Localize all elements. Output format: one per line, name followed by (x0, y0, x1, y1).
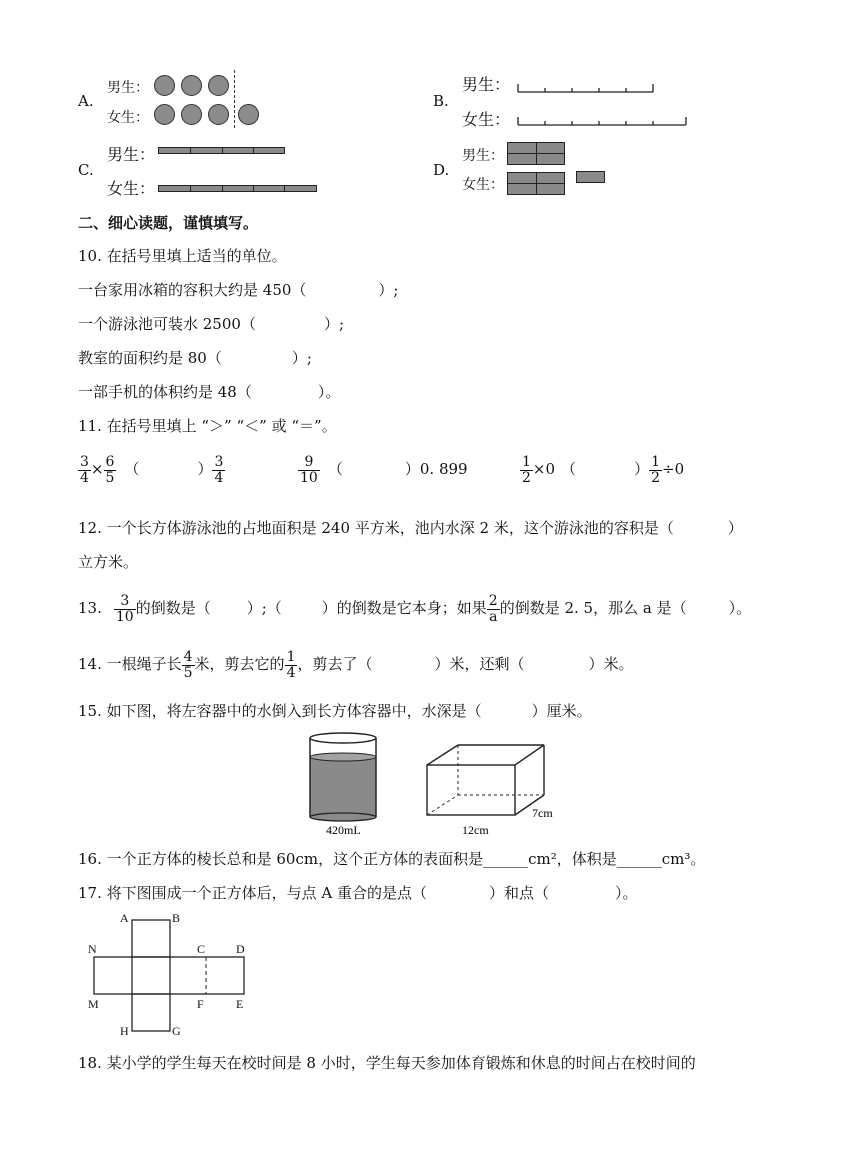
container-figure (300, 728, 570, 840)
fraction: $\frac{1}{2}$ (522, 454, 531, 486)
q15 (78, 700, 592, 721)
q15-text-2: ）厘米。 (531, 702, 592, 720)
q10-line-4-text: 一部手机的体积约是 48（ (78, 383, 252, 401)
q10-line-2 (78, 313, 344, 334)
option-a-girl-label: 女生： (107, 110, 149, 126)
option-a-divider (234, 70, 235, 128)
q12-text: 12. 一个长方体游泳池的占地面积是 240 平方米，池内水深 2 米，这个游泳池的容积是（ (78, 519, 674, 537)
block (507, 153, 537, 165)
q11-title: 11. 在括号里填上 “＞” “＜” 或 “＝”。 (78, 417, 337, 435)
option-d-girl-label: 女生： (462, 177, 504, 193)
fraction: $\frac{1}{2}$ (651, 454, 660, 486)
q18: 18. 某小学的学生每天在校时间是 8 小时，学生每天参加体育锻炼和休息的时间占在校时间的 (78, 1054, 696, 1072)
cylinder-container (310, 733, 376, 821)
bar-segment (222, 147, 254, 154)
boy-circle (154, 75, 175, 96)
box-length-label: 12cm (462, 823, 489, 837)
q13-text-3: ）的倒数是它本身；如果 (321, 599, 487, 618)
point-h-label: H (120, 1024, 129, 1038)
point-c-label: C (197, 942, 206, 956)
cube-net-figure (80, 908, 270, 1038)
q12-line-1 (78, 517, 743, 538)
operator: ×0 (532, 460, 556, 479)
option-b-girl-label: 女生： (462, 110, 511, 129)
q10-line-3-text: 教室的面积约是 80（ (78, 349, 222, 367)
q14-text-3: ，剪去了（ (297, 655, 373, 674)
q10-line-3 (78, 347, 312, 368)
point-g-label: G (172, 1024, 181, 1038)
q14-text-4: ）米，还剩（ (434, 655, 525, 674)
q17-text-1: 17. 将下图围成一个正方体后，与点 A 重合的是点（ (78, 884, 427, 902)
point-d-label: D (236, 942, 245, 956)
boy-circle (208, 75, 229, 96)
fraction: $\frac{2}{a}$ (488, 593, 498, 625)
q13-text-5: ）。 (728, 599, 752, 618)
bar-segment (253, 147, 285, 154)
q10-line-1-end: ）; (378, 281, 399, 299)
cup-label: 420mL (326, 823, 361, 837)
bar-segment (222, 185, 254, 192)
q16: 16. 一个正方体的棱长总和是 60cm，这个正方体的表面积是______cm²，体积是______cm³。 (78, 850, 706, 868)
cuboid-container (427, 745, 544, 815)
q17-text-3: ）。 (615, 884, 638, 902)
girl-circle (154, 104, 175, 125)
fraction: $\frac{3}{10}$ (115, 593, 134, 625)
option-b-segment-lines (510, 78, 700, 130)
point-f-label: F (197, 997, 204, 1011)
option-b-letter: B. (433, 92, 449, 110)
q10-line-1-text: 一台家用冰箱的容积大约是 450（ (78, 281, 307, 299)
q13 (78, 594, 751, 624)
operator: ÷0 (662, 460, 685, 479)
q11-expr-2 (298, 455, 468, 485)
paren-right: ） (634, 460, 650, 479)
fraction: $\frac{1}{4}$ (286, 649, 296, 681)
q13-text-1: 的倒数是（ (135, 599, 211, 618)
paren-right: ） (197, 460, 213, 479)
bar-segment (284, 185, 317, 192)
q10-line-2-text: 一个游泳池可装水 2500（ (78, 315, 256, 333)
boy-circle (181, 75, 202, 96)
fraction: $\frac{4}{5}$ (183, 649, 193, 681)
fraction: $\frac{3}{4}$ (214, 454, 224, 486)
bar-segment (158, 185, 191, 192)
option-d-letter: D. (433, 161, 450, 179)
point-b-label: B (172, 911, 181, 925)
point-a-label: A (120, 911, 129, 925)
option-c-boy-label: 男生： (107, 145, 156, 164)
q11-expr-1 (78, 455, 225, 485)
q15-text-1: 15. 如下图，将左容器中的水倒入到长方体容器中，水深是（ (78, 702, 482, 720)
option-d-boy-label: 男生： (462, 148, 504, 164)
q13-text-4: 的倒数是 2. 5，那么 a 是（ (499, 599, 687, 618)
bar-segment (190, 185, 223, 192)
option-c-girl-label: 女生： (107, 179, 156, 198)
q17 (78, 882, 638, 903)
paren-left: （ (327, 460, 343, 479)
q10-line-1 (78, 279, 398, 300)
fraction: $\frac{3}{4}$ (80, 454, 89, 486)
paren-right: ） (404, 460, 420, 479)
q10-line-4-end: ）。 (317, 383, 341, 401)
q12-line-2: 立方米。 (78, 553, 139, 571)
point-e-label: E (236, 997, 244, 1011)
option-a-boy-label: 男生： (107, 80, 149, 96)
q10-title: 10. 在括号里填上适当的单位。 (78, 247, 287, 265)
block (507, 183, 537, 195)
paren-right: ） (727, 519, 743, 537)
q10-line-4 (78, 381, 340, 402)
paren-left: （ (124, 460, 140, 479)
q14 (78, 650, 634, 680)
block (536, 153, 565, 165)
value: 0. 899 (419, 460, 468, 479)
option-b-boy-label: 男生： (462, 75, 511, 94)
bar-segment (253, 185, 285, 192)
block (536, 183, 565, 195)
question-number: 13. (78, 599, 102, 618)
point-n-label: N (88, 942, 97, 956)
girl-circle (181, 104, 202, 125)
fraction: $\frac{9}{10}$ (300, 454, 318, 486)
girl-circle (208, 104, 229, 125)
q10-line-3-end: ）; (291, 349, 312, 367)
q14-text-5: ）米。 (588, 655, 634, 674)
bar-segment (158, 147, 191, 154)
q10-line-2-end: ）; (323, 315, 345, 333)
q11-expr-3 (520, 455, 684, 485)
section-heading: 二、细心读题，谨慎填写。 (78, 214, 259, 232)
q13-text-2: ）;（ (246, 599, 282, 618)
option-a-letter: A. (78, 92, 94, 110)
girl-circle (238, 104, 259, 125)
q17-text-2: ）和点（ (489, 884, 550, 902)
block (576, 171, 605, 183)
paren-left: （ (561, 460, 577, 479)
bar-segment (190, 147, 223, 154)
point-m-label: M (88, 997, 99, 1011)
box-width-label: 7cm (532, 806, 553, 820)
operator: × (90, 460, 104, 479)
q14-text-1: 14. 一根绳子长 (78, 655, 182, 674)
option-c-letter: C. (78, 161, 94, 179)
q14-text-2: 米，剪去它的 (194, 655, 285, 674)
fraction: $\frac{6}{5}$ (105, 454, 115, 486)
